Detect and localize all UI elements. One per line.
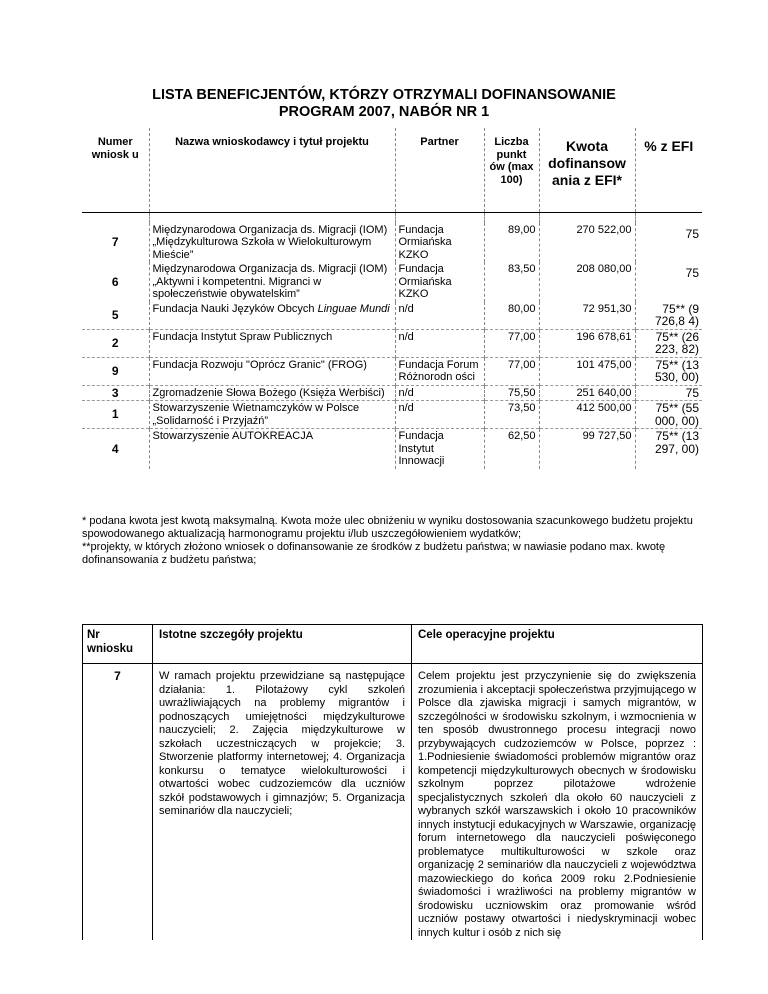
row-punkty: 75,50 <box>484 385 539 401</box>
row-nazwa: Fundacja Instytut Spraw Publicznych <box>149 329 395 357</box>
row-nazwa: Fundacja Rozwoju "Oprócz Granic" (FROG) <box>149 357 395 385</box>
row-partner: n/d <box>395 302 484 330</box>
row-partner: Fundacja Ormiańska KZKO <box>395 223 484 263</box>
header-nr: Nr wniosku <box>83 625 153 664</box>
header-efi: % z EFI <box>635 128 702 212</box>
header-kwota: Kwota dofinansow ania z EFI* <box>539 128 635 212</box>
footnote-2: **projekty, w których złożono wniosek o dofinansowanie ze środków z budżetu państwa; w nawiasie podano max. kwotę dofinansowania z budżetu państwa; <box>82 541 666 566</box>
table-row <box>82 357 702 385</box>
footnote-1: * podana kwota jest kwotą maksymalną. Kwota może ulec obniżeniu w wyniku dostosowania szacunkowego budżetu projektu spowodowanego aktualizacją harmonogramu projektu i/lub uszczegółowieniem wydatków; <box>82 515 693 540</box>
row-efi: 75** (13 530, 00) <box>635 357 702 385</box>
row-efi: 75** (26 223, 82) <box>635 329 702 357</box>
detail-cele: Celem projektu jest przyczynienie się do zwiększenia zrozumienia i akceptacji społeczeństwa przyjmującego w Polsce dla zjawiska migracji i samych migrantów, w szczególności w środowisku szkolnym, i wzmocnienia w ten sposób dwustronnego procesu integracji nowo przybywających cudzoziemców w Polsce, poprzez : 1.Podniesienie świadomości problemów migrantów oraz kompetencji międzykulturowych obecnych w środowisku szkolnym poprzez pilotażowe wdrożenie specjalistycznych szkoleń dla około 60 nauczycieli z wybranych szkół warszawskich i około 10 pracowników innych instytucji edukacyjnych w Warszawie, organizację forum internetowego dla nauczycieli poświęconego problematyce multikulturowości w szkole oraz organizację 2 seminariów dla nauczycieli z województwa mazowieckiego do końca 2009 roku 2.Podniesienie świadomości i wrażliwości na problemy migrantów w środowisku uczniowskim oraz promowanie wśród uczniów postawy otwartości i niedyskryminacji wobec innych kultur i osób z nich się <box>412 664 703 941</box>
detail-szczegoly: W ramach projektu przewidziane są następujące działania: 1. Pilotażowy cykl szkoleń uwrażliwiających na problemy migrantów i podnoszących umiejętności międzykulturowe nauczycieli; 2. Zajęcia międzykulturowe w szkołach uczestniczących w projekcie; 3. Stworzenie platformy internetowej; 4. Organizacja konkursu o tematyce wielokulturowości i otwartości wobec cudzoziemców dla uczniów szkół podstawowych i gimnazjów; 5. Organizacja seminariów dla nauczycieli; <box>159 670 405 817</box>
row-nr: 9 <box>82 357 149 385</box>
title-line-2: PROGRAM 2007, NABÓR NR 1 <box>278 104 490 120</box>
beneficiaries-table <box>82 128 702 469</box>
table-row <box>82 262 702 302</box>
row-punkty: 77,00 <box>484 329 539 357</box>
footnotes <box>82 515 702 567</box>
table-row <box>83 664 703 941</box>
row-efi: 75 <box>635 262 702 302</box>
row-efi: 75 <box>635 385 702 401</box>
row-partner: Fundacja Ormiańska KZKO <box>395 262 484 302</box>
table-row <box>82 385 702 401</box>
row-nr: 1 <box>82 401 149 429</box>
row-nazwa: Stowarzyszenie AUTOKREACJA <box>149 429 395 469</box>
header-numer: Numer wniosk u <box>82 128 149 212</box>
row-kwota: 99 727,50 <box>539 429 635 469</box>
row-efi: 75** (9 726,8 4) <box>635 302 702 330</box>
row-kwota: 72 951,30 <box>539 302 635 330</box>
row-kwota: 251 640,00 <box>539 385 635 401</box>
page-title <box>0 87 768 121</box>
project-details-table <box>82 624 703 940</box>
row-kwota: 270 522,00 <box>539 223 635 263</box>
row-punkty: 62,50 <box>484 429 539 469</box>
row-efi: 75 <box>635 223 702 263</box>
row-efi: 75** (13 297, 00) <box>635 429 702 469</box>
row-nazwa: Stowarzyszenie Wietnamczyków w Polsce „Solidarność i Przyjaźń” <box>149 401 395 429</box>
row-nr: 2 <box>82 329 149 357</box>
row-partner: n/d <box>395 329 484 357</box>
row-partner: Fundacja Instytut Innowacji <box>395 429 484 469</box>
row-nazwa: Międzynarodowa Organizacja ds. Migracji (IOM) „Aktywni i kompetentni. Migranci w społeczeństwie obywatelskim” <box>149 262 395 302</box>
row-efi: 75** (55 000, 00) <box>635 401 702 429</box>
header-cele: Cele operacyjne projektu <box>412 625 703 664</box>
row-kwota: 196 678,61 <box>539 329 635 357</box>
row-punkty: 80,00 <box>484 302 539 330</box>
row-partner: n/d <box>395 401 484 429</box>
row-punkty: 73,50 <box>484 401 539 429</box>
row-partner: Fundacja Forum Różnorodn ości <box>395 357 484 385</box>
table-row <box>82 302 702 330</box>
row-nazwa: Zgromadzenie Słowa Bożego (Księża Werbiści) <box>149 385 395 401</box>
row-nr: 7 <box>111 235 119 249</box>
header-partner: Partner <box>395 128 484 212</box>
row-punkty: 89,00 <box>484 223 539 263</box>
row-punkty: 77,00 <box>484 357 539 385</box>
row-nr: 5 <box>111 307 119 322</box>
title-line-1: LISTA BENEFICJENTÓW, KTÓRZY OTRZYMALI DOFINANSOWANIE <box>152 87 616 103</box>
row-nazwa <box>149 302 395 330</box>
row-nazwa-italic: Linguae Mundi <box>317 302 390 315</box>
header-szczegoly: Istotne szczegóły projektu <box>153 625 412 664</box>
table-row <box>82 329 702 357</box>
table-row <box>82 401 702 429</box>
row-nazwa-plain: Fundacja Nauki Języków Obcych <box>152 302 318 315</box>
row-punkty: 83,50 <box>484 262 539 302</box>
row-nr: 4 <box>82 429 149 469</box>
row-nr: 3 <box>82 385 149 401</box>
header-nazwa: Nazwa wnioskodawcy i tytuł projektu <box>149 128 395 212</box>
table-row <box>82 223 702 263</box>
detail-nr: 7 <box>83 664 153 941</box>
row-nazwa: Międzynarodowa Organizacja ds. Migracji (IOM) „Międzykulturowa Szkoła w Wielokulturowym Mieście” <box>149 223 395 263</box>
row-kwota: 208 080,00 <box>539 262 635 302</box>
row-kwota: 101 475,00 <box>539 357 635 385</box>
row-partner: n/d <box>395 385 484 401</box>
table-row <box>82 429 702 469</box>
row-kwota: 412 500,00 <box>539 401 635 429</box>
row-nr: 6 <box>111 274 119 289</box>
header-punkty: Liczba punkt ów (max 100) <box>484 128 539 212</box>
